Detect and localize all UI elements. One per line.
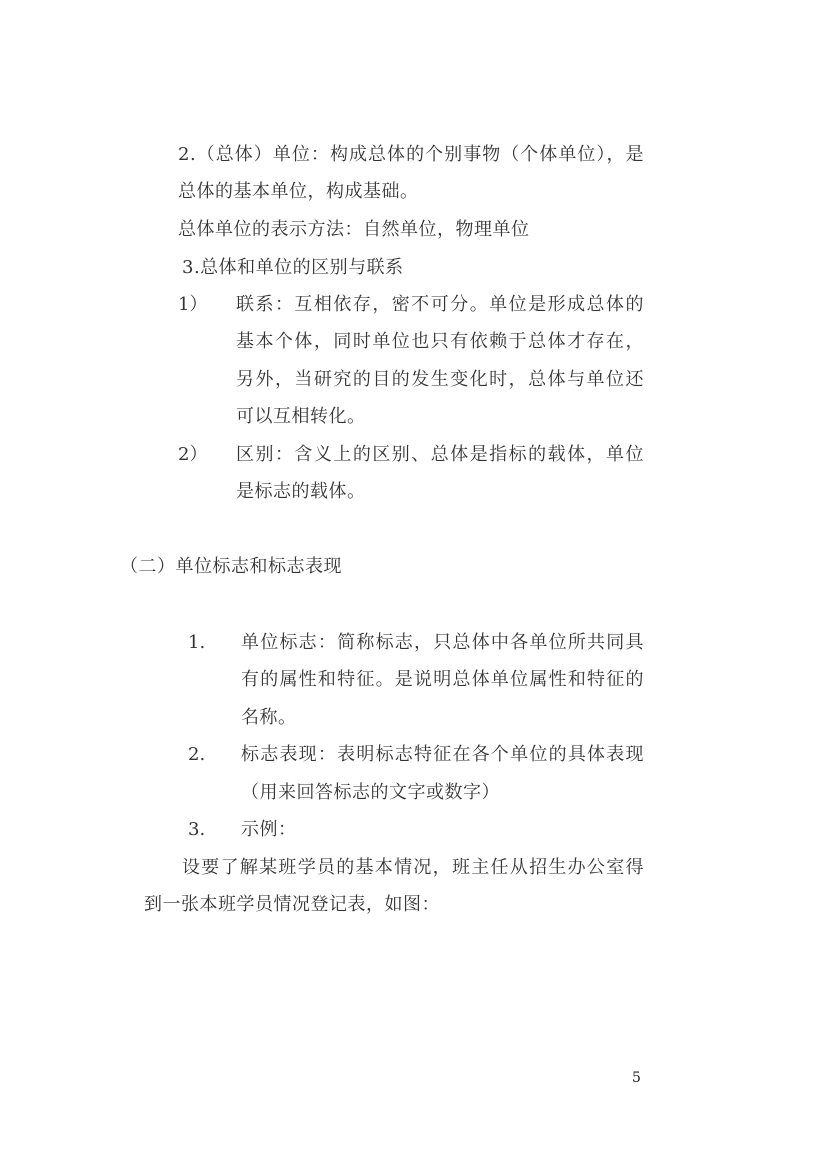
- example-line2: 到一张本班学员情况登记表，如图：: [144, 894, 440, 915]
- item-1-line1: 单位标志：简称标志，只总体中各单位所共同具: [241, 632, 644, 653]
- item-1-line3: 名称。: [241, 707, 297, 728]
- section-2-heading: （二）单位标志和标志表现: [120, 556, 342, 577]
- relation-1-line4: 可以互相转化。: [236, 406, 366, 427]
- example-line1: 设要了解某班学员的基本情况，班主任从招生办公室得: [182, 857, 644, 878]
- item-2-marker: 2.: [188, 744, 206, 765]
- relation-1-line1: 联系：互相依存，密不可分。单位是形成总体的: [236, 294, 644, 315]
- item2-line2: 总体的基本单位，构成基础。: [178, 181, 419, 202]
- relation-2-marker: 2）: [178, 444, 208, 465]
- representation-line: 总体单位的表示方法：自然单位，物理单位: [178, 219, 530, 240]
- page-number: 5: [632, 1070, 641, 1086]
- item-1-line2: 有的属性和特征。是说明总体单位属性和特征的: [241, 669, 644, 690]
- relation-1-line2: 基本个体，同时单位也只有依赖于总体才存在，: [236, 331, 644, 352]
- item-2-line2: （用来回答标志的文字或数字）: [241, 782, 500, 803]
- item3-heading: 3.总体和单位的区别与联系: [182, 257, 404, 278]
- item-3-line1: 示例：: [241, 819, 297, 840]
- item-3-marker: 3.: [188, 819, 206, 840]
- relation-2-line1: 区别：含义上的区别、总体是指标的载体，单位: [236, 444, 644, 465]
- item-2-line1: 标志表现：表明标志特征在各个单位的具体表现: [241, 744, 644, 765]
- item-1-marker: 1.: [188, 632, 206, 653]
- item2-line1: 2.（总体）单位：构成总体的个别事物（个体单位），是: [178, 144, 644, 165]
- relation-1-marker: 1）: [178, 294, 208, 315]
- relation-1-line3: 另外，当研究的目的发生变化时，总体与单位还: [236, 369, 644, 390]
- relation-2-line2: 是标志的载体。: [236, 481, 366, 502]
